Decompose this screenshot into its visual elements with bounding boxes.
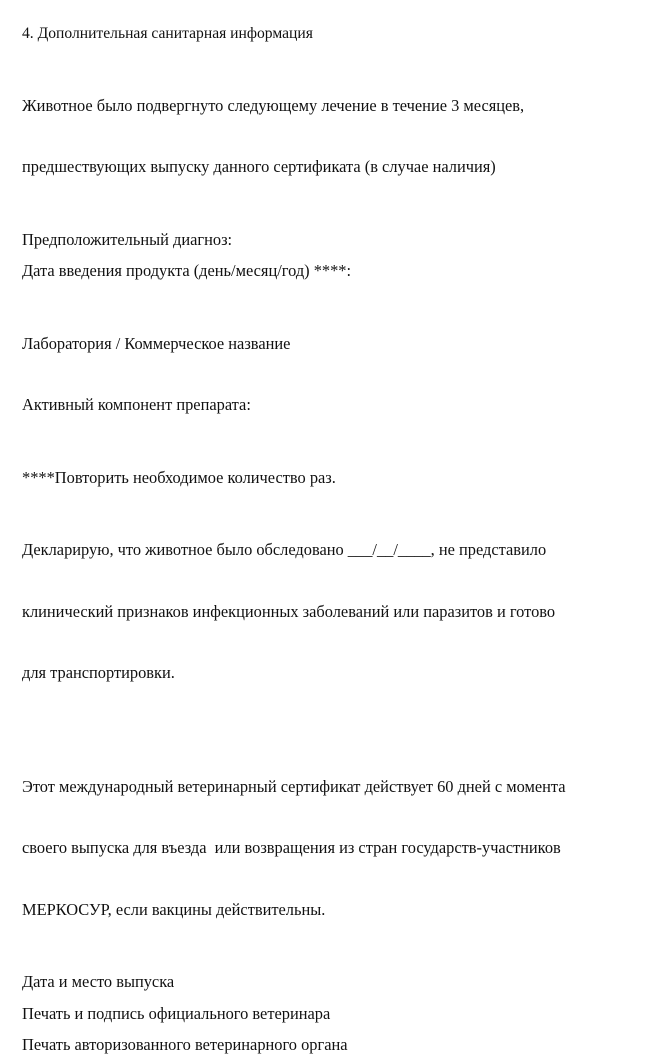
product-date-label: Дата введения продукта (день/месяц/год) ****:: [22, 261, 352, 280]
declaration-paragraph: [22, 499, 645, 725]
validity-line-2: своего выпуска для въезда или возвращения из стран государств-участников: [22, 838, 561, 857]
validity-line-3: МЕРКОСУР, если вакцины действительны.: [22, 899, 326, 919]
declaration-line-1: Декларирую, что животное было обследовано ___/__/____, не представило: [22, 540, 547, 559]
issue-date-place-label: Дата и место выпуска: [22, 972, 175, 991]
active-component-label: Активный компонент препарата:: [22, 395, 251, 414]
declaration-line-2: клинический признаков инфекционных заболеваний или паразитов и готово: [22, 601, 556, 621]
treatment-paragraph: [22, 55, 645, 219]
laboratory-label: Лаборатория / Коммерческое название: [22, 333, 291, 353]
validity-paragraph: [22, 736, 645, 962]
laboratory-block: [22, 293, 645, 457]
diagnosis-label: Предположительный диагноз:: [22, 229, 233, 249]
section-title: 4. Дополнительная санитарная информация: [22, 25, 313, 42]
org-stamp-label: Печать авторизованного ветеринарного органа: [22, 1035, 348, 1054]
treatment-line-1: Животное было подвергнуто следующему лечение в течение 3 месяцев,: [22, 95, 525, 115]
declaration-line-3: для транспортировки.: [22, 663, 175, 682]
treatment-line-2: предшествующих выпуску данного сертификата (в случае наличия): [22, 157, 496, 176]
vet-stamp-label: Печать и подпись официального ветеринара: [22, 1003, 331, 1023]
validity-line-1: Этот международный ветеринарный сертификат действует 60 дней с момента: [22, 776, 566, 796]
repeat-note: ****Повторить необходимое количество раз.: [22, 467, 336, 487]
